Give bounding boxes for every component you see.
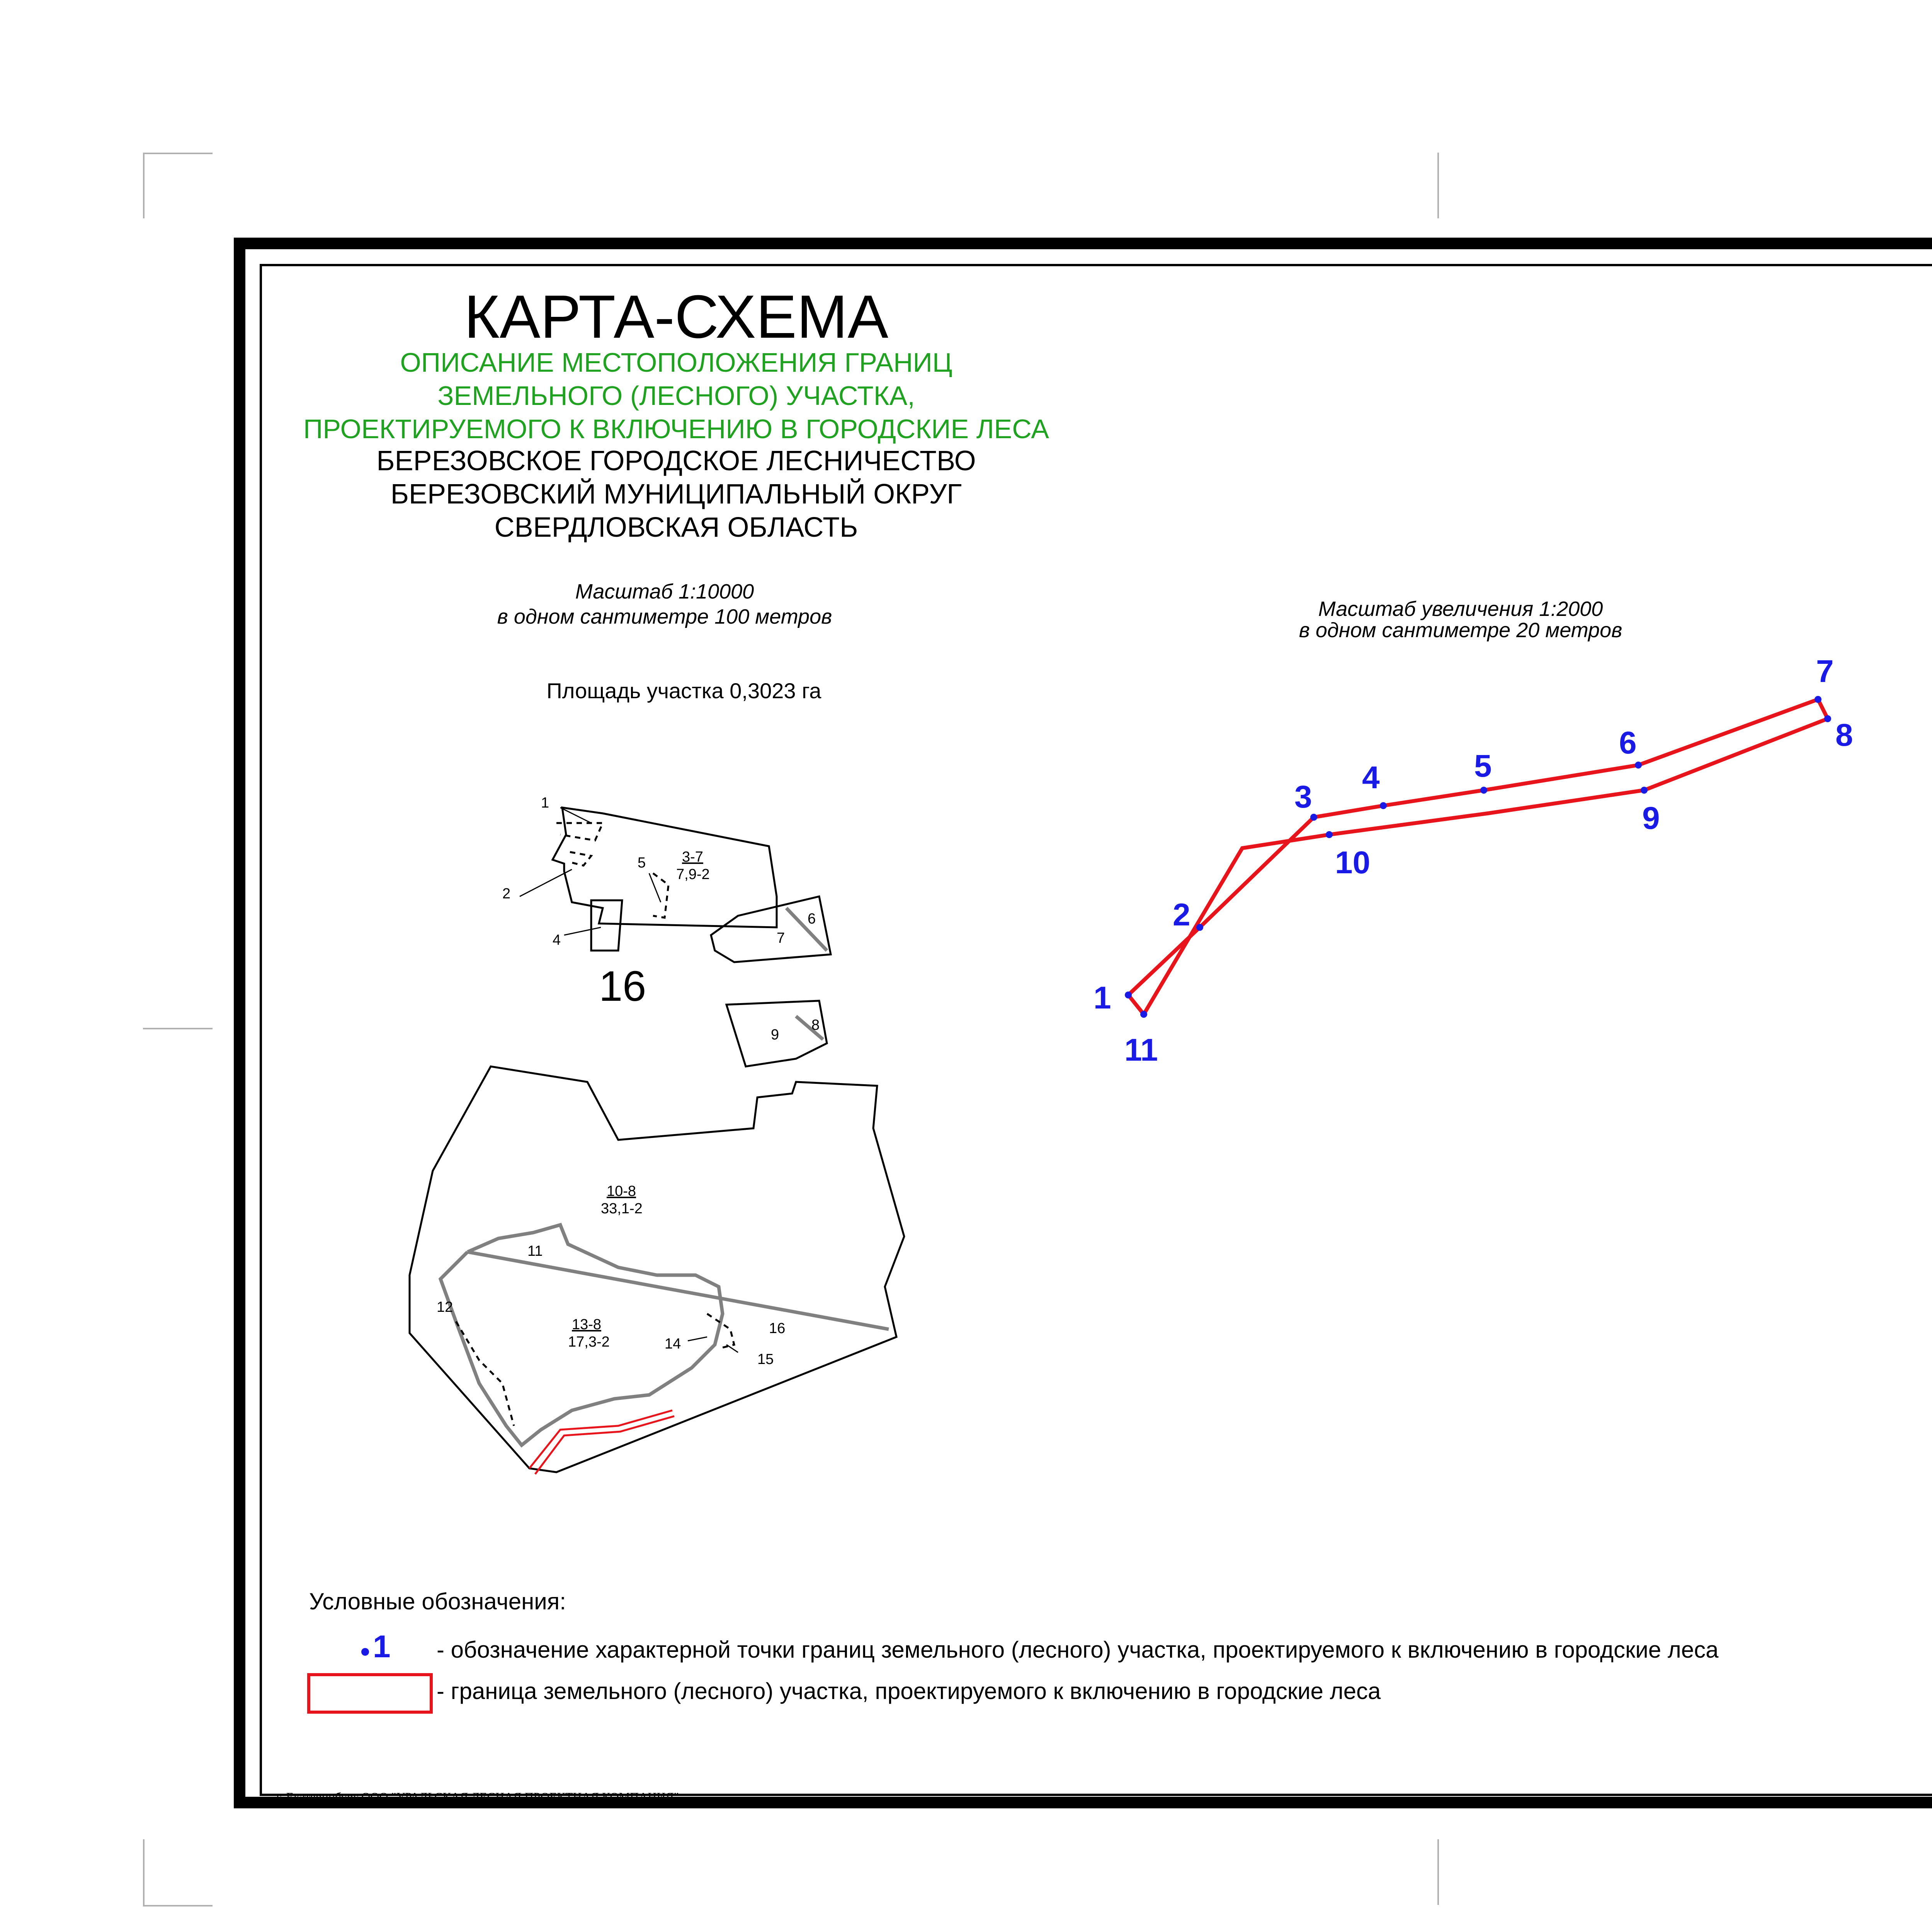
fraction-bottom: 17,3-2 <box>568 1334 610 1350</box>
zoom-scale-note: в одном сантиметре 20 метров <box>1299 619 1622 642</box>
overview-label: 2 <box>502 886 511 902</box>
overview-label: 1 <box>541 795 549 811</box>
plot-area: Площадь участка 0,3023 га <box>546 679 821 703</box>
point-label: 10 <box>1335 845 1371 880</box>
legend-point-text: - обозначение характерной точки границ земельного (лесного) участка, проектируемого к включению в городские леса <box>437 1637 1719 1663</box>
point-label: 3 <box>1294 779 1312 815</box>
crop-mark <box>143 1839 145 1905</box>
quarter-number: 16 <box>599 963 646 1010</box>
overview-label: 11 <box>527 1243 543 1259</box>
point-label: 4 <box>1362 760 1380 795</box>
point-symbol-label: 1 <box>373 1629 391 1664</box>
boundary-point <box>1380 802 1387 809</box>
overview-map <box>386 773 927 1507</box>
crop-mark <box>1437 1839 1439 1905</box>
fraction-top: 10-8 <box>607 1183 636 1199</box>
boundary-zoom-map <box>1043 638 1932 1101</box>
crop-mark <box>143 153 145 218</box>
point-label: 7 <box>1816 654 1834 689</box>
boundary-point <box>1310 814 1317 821</box>
overview-label: 7 <box>777 930 785 946</box>
point-label: 2 <box>1173 897 1190 932</box>
point-label: 11 <box>1124 1032 1158 1068</box>
overview-label: 4 <box>553 932 561 948</box>
legend-boundary-text: - граница земельного (лесного) участка, проектируемого к включению в городские леса <box>437 1678 1381 1704</box>
title-green-line-3: ПРОЕКТИРУЕМОГО К ВКЛЮЧЕНИЮ В ГОРОДСКИЕ ЛЕСА <box>303 414 1049 444</box>
fraction-top: 3-7 <box>682 849 703 865</box>
fraction-bottom: 7,9-2 <box>676 866 710 883</box>
boundary-point <box>1196 924 1203 931</box>
main-scale: Масштаб 1:10000 <box>575 580 754 603</box>
region-name: СВЕРДЛОВСКАЯ ОБЛАСТЬ <box>494 512 858 543</box>
crop-mark <box>143 153 213 154</box>
overview-label: 8 <box>811 1017 820 1033</box>
crop-mark <box>1437 153 1439 218</box>
point-label: 9 <box>1642 801 1660 836</box>
boundary-point <box>1326 831 1333 838</box>
overview-label: 5 <box>638 855 646 871</box>
boundary-point <box>1635 762 1642 769</box>
main-scale-note: в одном сантиметре 100 метров <box>497 605 832 628</box>
point-label: 8 <box>1835 718 1853 753</box>
plot-boundary <box>1128 699 1828 1014</box>
point-label: 1 <box>1094 980 1111 1015</box>
boundary-point <box>1140 1011 1147 1018</box>
title-green-line-2: ЗЕМЕЛЬНОГО (ЛЕСНОГО) УЧАСТКА, <box>437 381 915 411</box>
point-symbol-dot <box>359 1646 371 1658</box>
boundary-point <box>1824 715 1831 722</box>
overview-label: 9 <box>771 1027 779 1043</box>
fraction-top: 13-8 <box>572 1316 602 1333</box>
boundary-symbol <box>307 1673 433 1714</box>
crop-mark <box>143 1905 213 1906</box>
footer-company: г. Екатеринбург ООО "УРАЛЬСКАЯ ЛЕСНАЯ ПРОЕКТНАЯ КОМПАНИЯ" <box>276 1790 679 1804</box>
point-label: 5 <box>1474 748 1492 784</box>
map-title: КАРТА-СХЕМА <box>464 283 888 351</box>
overview-label: 15 <box>757 1351 774 1367</box>
zoom-scale: Масштаб увеличения 1:2000 <box>1318 597 1603 621</box>
overview-label: 6 <box>808 911 816 927</box>
point-label: 6 <box>1619 725 1637 760</box>
overview-label: 12 <box>437 1299 453 1315</box>
forestry-name: БЕРЕЗОВСКОЕ ГОРОДСКОЕ ЛЕСНИЧЕСТВО <box>376 446 976 476</box>
crop-mark <box>143 1028 213 1029</box>
fraction-bottom: 33,1-2 <box>601 1201 643 1217</box>
boundary-point <box>1125 992 1132 998</box>
title-green-line-1: ОПИСАНИЕ МЕСТОПОЛОЖЕНИЯ ГРАНИЦ <box>400 347 952 378</box>
municipal-district-name: БЕРЕЗОВСКИЙ МУНИЦИПАЛЬНЫЙ ОКРУГ <box>390 479 962 510</box>
overview-label: 14 <box>665 1336 681 1352</box>
boundary-point <box>1641 787 1648 794</box>
boundary-point <box>1480 787 1487 794</box>
legend-title: Условные обозначения: <box>309 1588 566 1614</box>
boundary-point <box>1815 696 1821 703</box>
overview-label: 16 <box>769 1320 786 1337</box>
